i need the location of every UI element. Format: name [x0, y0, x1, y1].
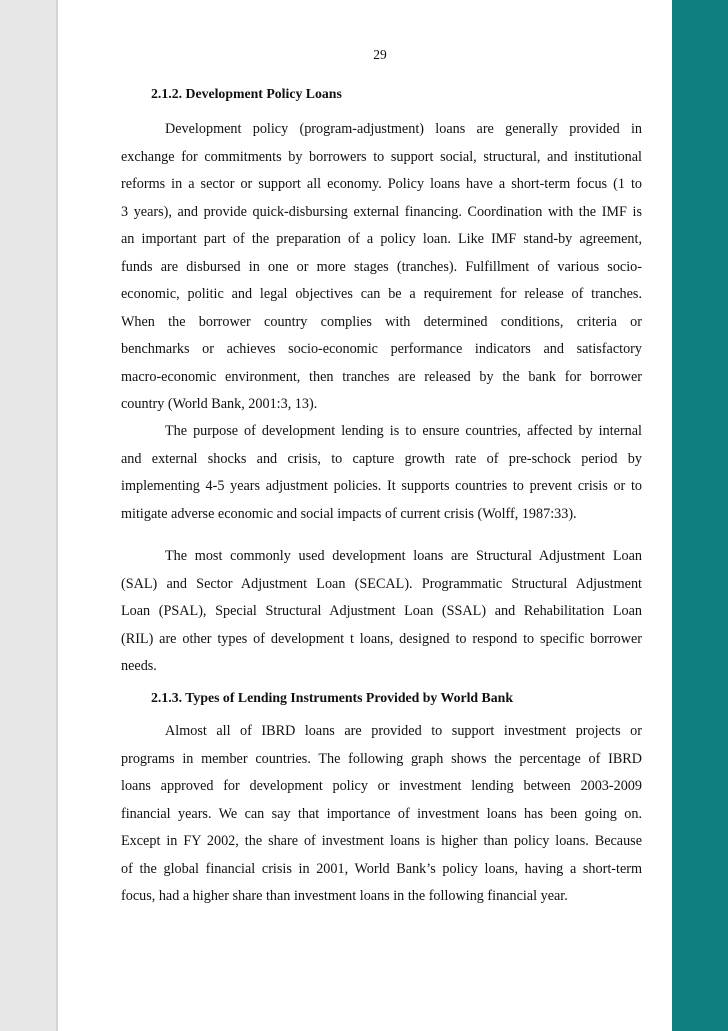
page-number: 29 — [373, 47, 387, 62]
text-line: The purpose of development lending is to ensure countries, affected by internal — [165, 423, 642, 439]
text-line: When the borrower country complies with determined conditions, criteria or — [121, 313, 642, 330]
text-line: Development policy (program-adjustment) loans are generally provided in — [165, 121, 642, 137]
left-margin-band-edge — [56, 0, 58, 1031]
section-heading-2-1-2: 2.1.2. Development Policy Loans — [151, 86, 342, 101]
text-line: (SAL) and Sector Adjustment Loan (SECAL). Programmatic Structural Adjustment — [121, 575, 642, 592]
text-line: needs. — [121, 658, 157, 674]
text-line: 3 years), and provide quick-disbursing external financing. Coordination with the IMF is — [121, 203, 642, 220]
text-line: loans approved for development policy or investment lending between 2003-2009 — [121, 778, 642, 794]
text-line: Except in FY 2002, the share of investment loans is higher than policy loans. Because — [121, 833, 642, 849]
left-margin-band — [0, 0, 56, 1031]
text-line: programs in member countries. The following graph shows the percentage of IBRD — [121, 750, 642, 767]
text-line: an important part of the preparation of a policy loan. Like IMF stand-by agreement, — [121, 231, 642, 247]
text-line: The most commonly used development loans are Structural Adjustment Loan — [165, 548, 642, 564]
right-margin-band — [672, 0, 728, 1031]
text-line: economic, politic and legal objectives can be a requirement for release of tranches. — [121, 286, 642, 302]
paragraph-commonly-used-loans — [121, 543, 642, 681]
text-line: mitigate adverse economic and social impacts of current crisis (Wolff, 1987:33). — [121, 505, 577, 522]
text-line: and external shocks and crisis, to capture growth rate of pre-schock period by — [121, 450, 642, 467]
paragraph-purpose-of-development-lending — [121, 418, 642, 528]
text-line: of the global financial crisis in 2001, World Bank’s policy loans, having a short-term — [121, 860, 642, 877]
text-line: implementing 4-5 years adjustment policies. It supports countries to prevent crisis or to — [121, 478, 642, 494]
text-line: Almost all of IBRD loans are provided to support investment projects or — [165, 723, 642, 739]
text-line: funds are disbursed in one or more stages (tranches). Fulfillment of various socio- — [121, 258, 642, 275]
text-line: (RIL) are other types of development t loans, designed to respond to specific borrower — [121, 630, 642, 647]
text-line: focus, had a higher share than investment loans in the following financial year. — [121, 888, 568, 904]
text-line: reforms in a sector or support all economy. Policy loans have a short-term focus (1 to — [121, 176, 642, 192]
paragraph-ibrd-loans — [121, 718, 642, 911]
text-line: country (World Bank, 2001:3, 13). — [121, 396, 318, 412]
text-line: financial years. We can say that importance of investment loans has been going on. — [121, 805, 642, 822]
text-line: benchmarks or achieves socio-economic performance indicators and satisfactory — [121, 341, 642, 357]
text-line: Loan (PSAL), Special Structural Adjustment Loan (SSAL) and Rehabilitation Loan — [121, 603, 642, 619]
text-line: exchange for commitments by borrowers to support social, structural, and institutional — [121, 148, 642, 165]
paragraph-development-policy-loans — [121, 116, 642, 419]
text-line: macro-economic environment, then tranches are released by the bank for borrower — [121, 368, 642, 385]
section-heading-2-1-3: 2.1.3. Types of Lending Instruments Provided by World Bank — [151, 690, 513, 705]
